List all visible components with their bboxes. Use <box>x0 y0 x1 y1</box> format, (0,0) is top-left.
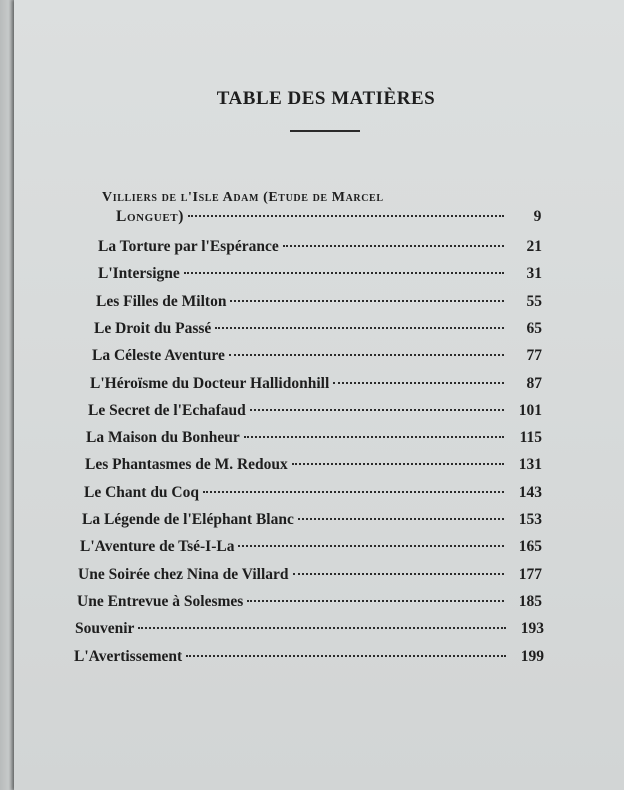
toc-entry-label: La Maison du Bonheur <box>86 429 240 447</box>
toc-entry <box>86 428 542 448</box>
toc-page-number: 199 <box>520 647 544 665</box>
toc-page-number: 31 <box>526 265 542 283</box>
toc-entry-label: Une Entrevue à Solesmes <box>77 592 244 610</box>
toc-page-number: 143 <box>518 483 542 501</box>
toc-entry <box>85 455 542 475</box>
toc-entry-label: La Légende de l'Eléphant Blanc <box>82 511 294 528</box>
toc-page-number: 87 <box>526 374 542 392</box>
toc-entry <box>82 510 542 530</box>
toc-entry-label: L'Héroïsme du Docteur Hallidonhill <box>90 374 330 392</box>
leader-dots <box>184 272 504 274</box>
toc-entry <box>98 264 542 284</box>
leader-dots <box>230 300 504 302</box>
toc-entry <box>94 319 542 339</box>
leader-dots <box>215 327 504 329</box>
toc-page-number: 9 <box>533 208 542 225</box>
leader-dots <box>298 518 504 520</box>
toc-page-number: 165 <box>518 538 542 556</box>
toc-entry <box>78 565 542 585</box>
toc-entry-label: La Torture par l'Espérance <box>98 238 279 255</box>
toc-page-number: 101 <box>518 401 542 419</box>
toc-page-number: 65 <box>526 319 542 337</box>
toc-entry <box>88 401 542 421</box>
leader-dots <box>333 382 504 384</box>
toc-entry <box>98 237 542 257</box>
toc-entry <box>77 592 542 612</box>
toc-entry <box>96 292 542 312</box>
leader-dots <box>250 409 504 411</box>
toc-entry-label: Les Phantasmes de M. Redoux <box>85 456 288 474</box>
toc-entry <box>75 619 544 639</box>
toc-entry-label: Souvenir <box>75 620 135 638</box>
leader-dots <box>283 245 504 247</box>
toc-entry <box>92 346 542 366</box>
toc-entry-label: Longuet) <box>116 208 184 225</box>
toc-page-number: 77 <box>526 347 542 365</box>
toc-entry-label: Les Filles de Milton <box>96 292 227 310</box>
toc-page-number: 115 <box>519 429 542 447</box>
leader-dots <box>138 627 506 629</box>
leader-dots <box>203 491 504 493</box>
leader-dots <box>229 354 504 356</box>
toc-page-number: 185 <box>518 592 542 610</box>
leader-dots <box>238 545 504 547</box>
toc-entry-label: Le Secret de l'Echafaud <box>88 401 246 419</box>
toc-page-number: 153 <box>518 511 542 528</box>
toc-page-number: 131 <box>518 456 542 474</box>
toc-entry-label: Le Chant du Coq <box>84 483 199 501</box>
leader-dots <box>186 655 506 657</box>
toc-entry-label: L'Aventure de Tsé-I-La <box>80 538 235 556</box>
toc-entry-label: Une Soirée chez Nina de Villard <box>78 565 289 583</box>
toc-page-number: 177 <box>518 565 542 583</box>
toc-page-number: 21 <box>526 238 542 255</box>
leader-dots <box>292 463 504 465</box>
leader-dots <box>244 436 504 438</box>
toc-page-number: 55 <box>526 292 542 310</box>
toc-entry <box>90 374 542 394</box>
leader-dots <box>293 573 504 575</box>
toc-entry-first-line1: Villiers de l'Isle Adam (Etude de Marcel <box>102 190 384 205</box>
toc-entry-label: La Céleste Aventure <box>92 347 225 365</box>
toc-page-number: 193 <box>520 620 544 638</box>
leader-dots <box>247 600 504 602</box>
toc-entry <box>84 483 542 503</box>
toc-entry <box>80 537 542 557</box>
toc-entry-label: Le Droit du Passé <box>94 319 212 337</box>
toc-entry-label: L'Avertissement <box>74 647 183 665</box>
toc-entry <box>74 647 544 667</box>
toc-entry-label: L'Intersigne <box>98 265 180 283</box>
page-title: TABLE DES MATIÈRES <box>216 88 436 109</box>
